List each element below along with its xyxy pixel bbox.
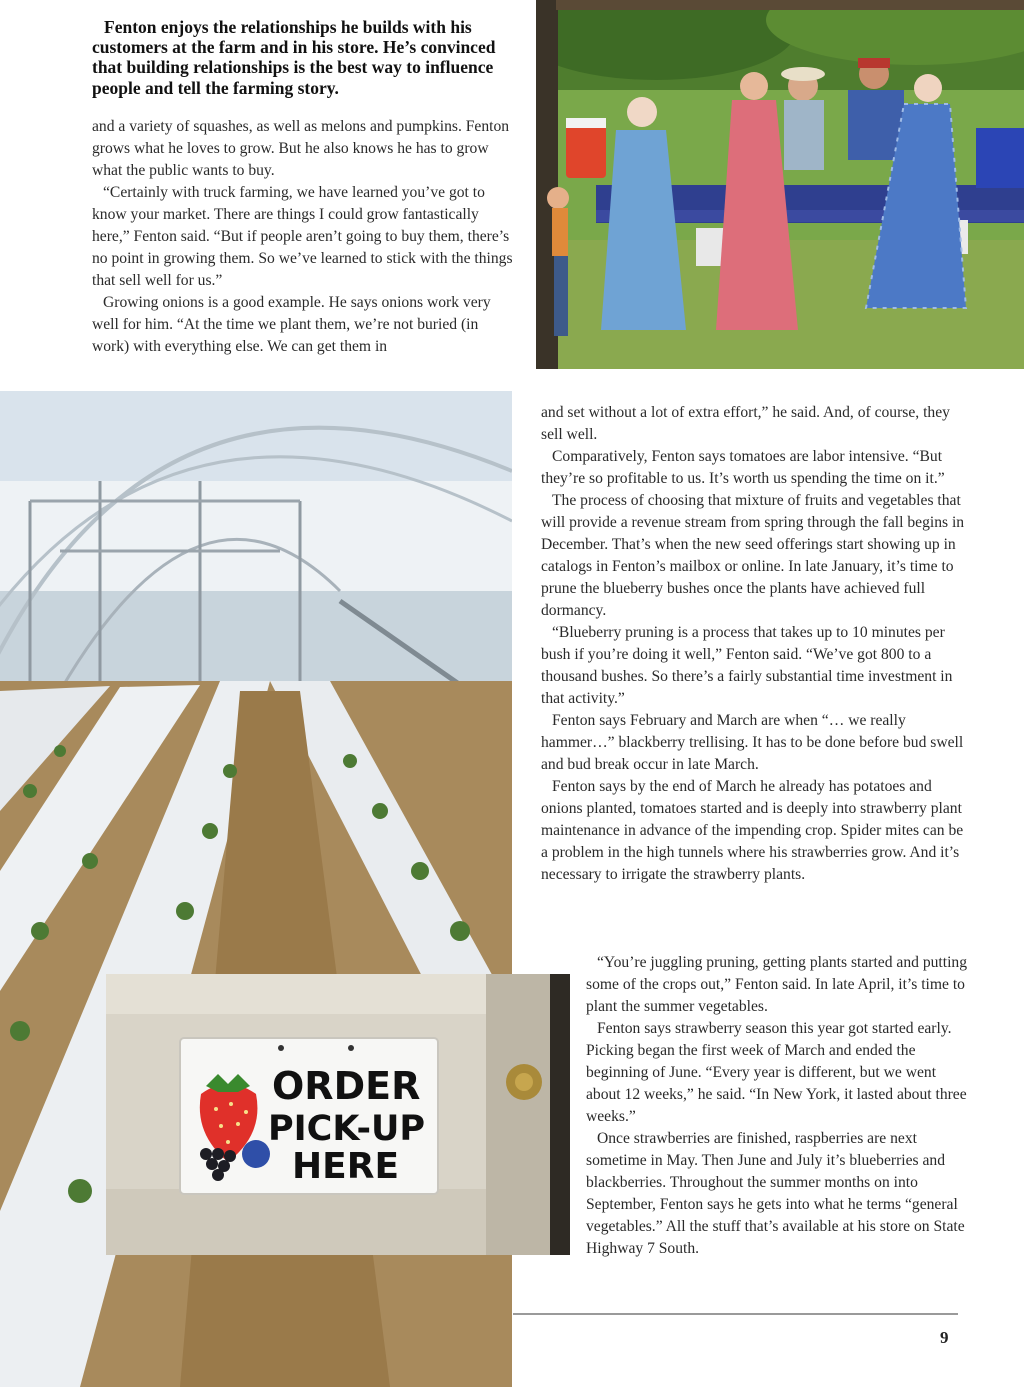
footer-rule [513,1313,958,1315]
paragraph: Fenton says by the end of March he already has potatoes and onions planted, tomatoes started and is deeply into strawberry plant maintenance in advance of the impending crop. Spider mites can be a problem in the high tunnels where his strawberries grow. And it’s necessary to irrigate the strawberry plants. [541,778,964,883]
pull-quote: Fenton enjoys the relationships he builds with his customers at the farm and in his store. He’s convinced that building relationships is the best way to influence people and tell the farming story. [92,17,496,98]
article-column-1 [92,116,516,358]
paragraph: “Certainly with truck farming, we have learned you’ve got to know your market. There are things I could grow fantastically here,” Fenton said. “But if people aren’t going to buy them, there’s no point in growing them. So we’ve learned to stick with the things that sell well for us.” [92,184,513,289]
farm-market-photo [536,0,1024,369]
paragraph: Growing onions is a good example. He says onions work very well for him. “At the time we plant them, we’re not buried (in work) with everything else. We can get them in [92,294,491,355]
paragraph: and set without a lot of extra effort,” he said. And, of course, they sell well. [541,404,950,443]
paragraph: and a variety of squashes, as well as melons and pumpkins. Fenton grows what he loves to grow. But he also knows he has to grow what the public wants to buy. [92,118,510,179]
paragraph: Fenton says February and March are when “… we really hammer…” blackberry trellising. It has to be done before bud swell and bud break occur in late March. [541,712,964,773]
paragraph: Once strawberries are finished, raspberries are next sometime in May. Then June and July it’s blueberries and blackberries. Throughout the summer months on into September, Fenton says he gets into what he terms “general vegetables.” All the stuff that’s available at his store on State Highway 7 South. [586,1130,965,1257]
sign-line-2: PICK-UP [268,1109,426,1149]
sign-line-3: HERE [292,1146,400,1187]
article-column-3 [586,952,970,1260]
paragraph: “You’re juggling pruning, getting plants started and putting some of the crops out,” Fenton said. In late April, it’s time to plant the summer vegetables. [586,954,968,1015]
sign-line-1: ORDER [272,1064,421,1108]
page-number: 9 [940,1328,949,1347]
paragraph: The process of choosing that mixture of fruits and vegetables that will provide a revenue stream from spring through the fall begins in December. That’s when the new seed offerings start showing up in catalogs in Fenton’s mailbox or online. In late January, it’s time to prune the blueberry bushes once the plants have achieved full dormancy. [541,492,965,619]
article-column-2 [541,402,971,886]
order-pickup-sign-photo [106,974,570,1255]
paragraph: “Blueberry pruning is a process that takes up to 10 minutes per bush if you’re doing it well,” Fenton said. “We’ve got 800 to a thousand bushes. So there’s a fairly substantial time investment in that activity.” [541,624,953,707]
paragraph: Fenton says strawberry season this year got started early. Picking began the first week of March and ended the beginning of June. “Every year is different, but we went about 12 weeks,” he said. “In New York, it lasted about three weeks.” [586,1020,967,1125]
paragraph: Comparatively, Fenton says tomatoes are labor intensive. “But they’re so profitable to us. It’s worth us spending the time on it.” [541,448,945,487]
